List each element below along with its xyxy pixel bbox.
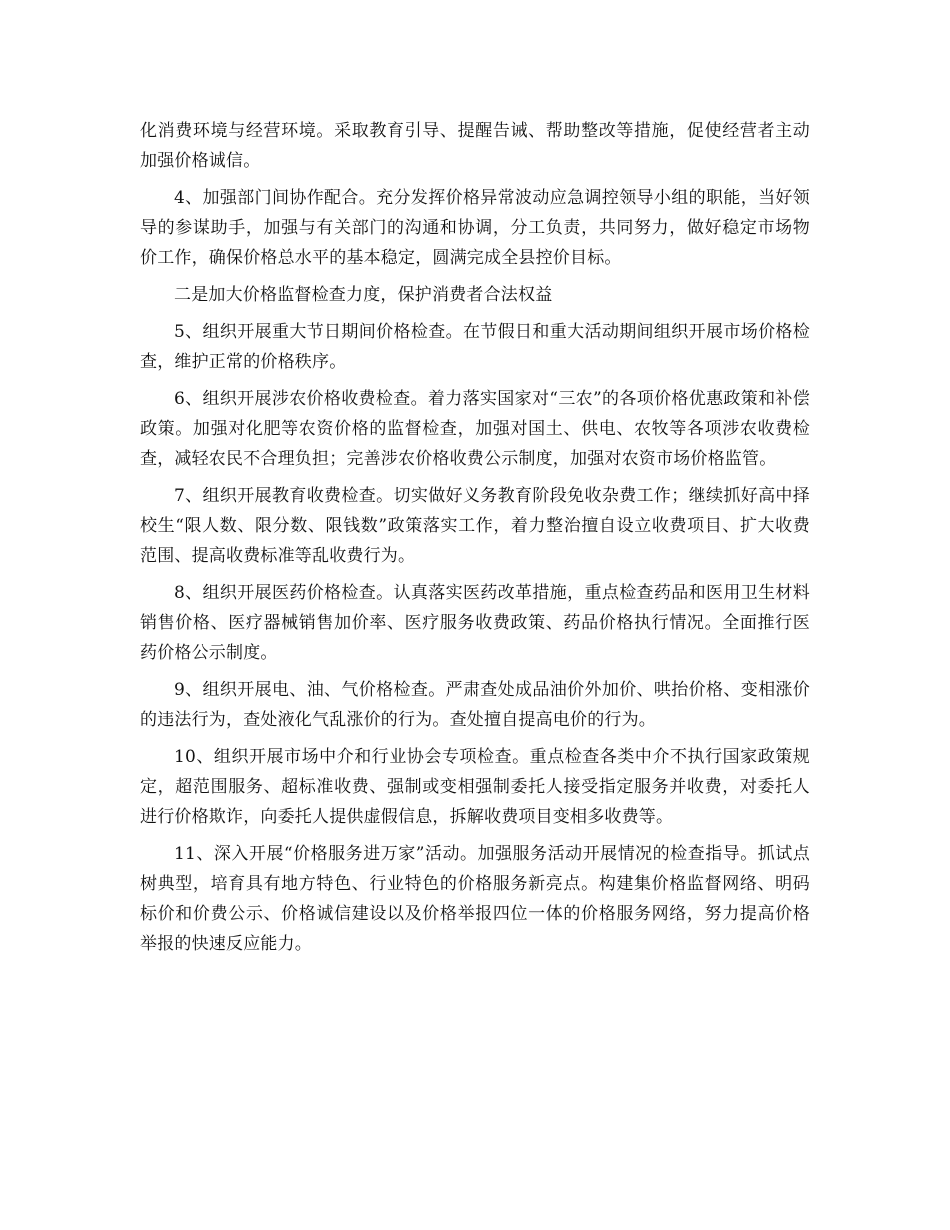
paragraph-item-4: 4、加强部门间协作配合。充分发挥价格异常波动应急调控领导小组的职能，当好领导的参谋助手，加强与有关部门的沟通和协调，分工负责，共同努力，做好稳定市场物价工作，确保价格总水平的基本稳定，圆满完成全县控价目标。: [140, 188, 810, 268]
paragraph-item-5: 5、组织开展重大节日期间价格检查。在节假日和重大活动期间组织开展市场价格检查，维护正常的价格秩序。: [140, 322, 810, 372]
section-heading-2: 二是加大价格监督检查力度，保护消费者合法权益: [174, 285, 553, 305]
paragraph-item-6: 6、组织开展涉农价格收费检查。着力落实国家对“三农”的各项价格优惠政策和补偿政策。加强对化肥等农资价格的监督检查，加强对国土、供电、农牧等各项涉农收费检查，减轻农民不合理负担；完善涉农价格收费公示制度，加强对农资市场价格监管。: [140, 389, 810, 469]
paragraph-item-8: 8、组织开展医药价格检查。认真落实医药改革措施，重点检查药品和医用卫生材料销售价格、医疗器械销售加价率、医疗服务收费政策、药品价格执行情况。全面推行医药价格公示制度。: [140, 583, 810, 663]
paragraph-continuation: 化消费环境与经营环境。采取教育引导、提醒告诫、帮助整改等措施，促使经营者主动加强价格诚信。: [140, 121, 810, 171]
paragraph-item-9: 9、组织开展电、油、气价格检查。严肃查处成品油价外加价、哄抬价格、变相涨价的违法行为，查处液化气乱涨价的行为。查处擅自提高电价的行为。: [140, 680, 810, 730]
paragraph-item-11: 11、深入开展“价格服务进万家”活动。加强服务活动开展情况的检查指导。抓试点树典型，培育具有地方特色、行业特色的价格服务新亮点。构建集价格监督网络、明码标价和价费公示、价格诚信建设以及价格举报四位一体的价格服务网络，努力提高价格举报的快速反应能力。: [140, 844, 810, 954]
paragraph-item-7: 7、组织开展教育收费检查。切实做好义务教育阶段免收杂费工作；继续抓好高中择校生“限人数、限分数、限钱数”政策落实工作，着力整治擅自设立收费项目、扩大收费范围、提高收费标准等乱收费行为。: [140, 486, 810, 566]
paragraph-item-10: 10、组织开展市场中介和行业协会专项检查。重点检查各类中介不执行国家政策规定，超范围服务、超标准收费、强制或变相强制委托人接受指定服务并收费，对委托人进行价格欺诈，向委托人提供虚假信息，拆解收费项目变相多收费等。: [140, 747, 810, 827]
